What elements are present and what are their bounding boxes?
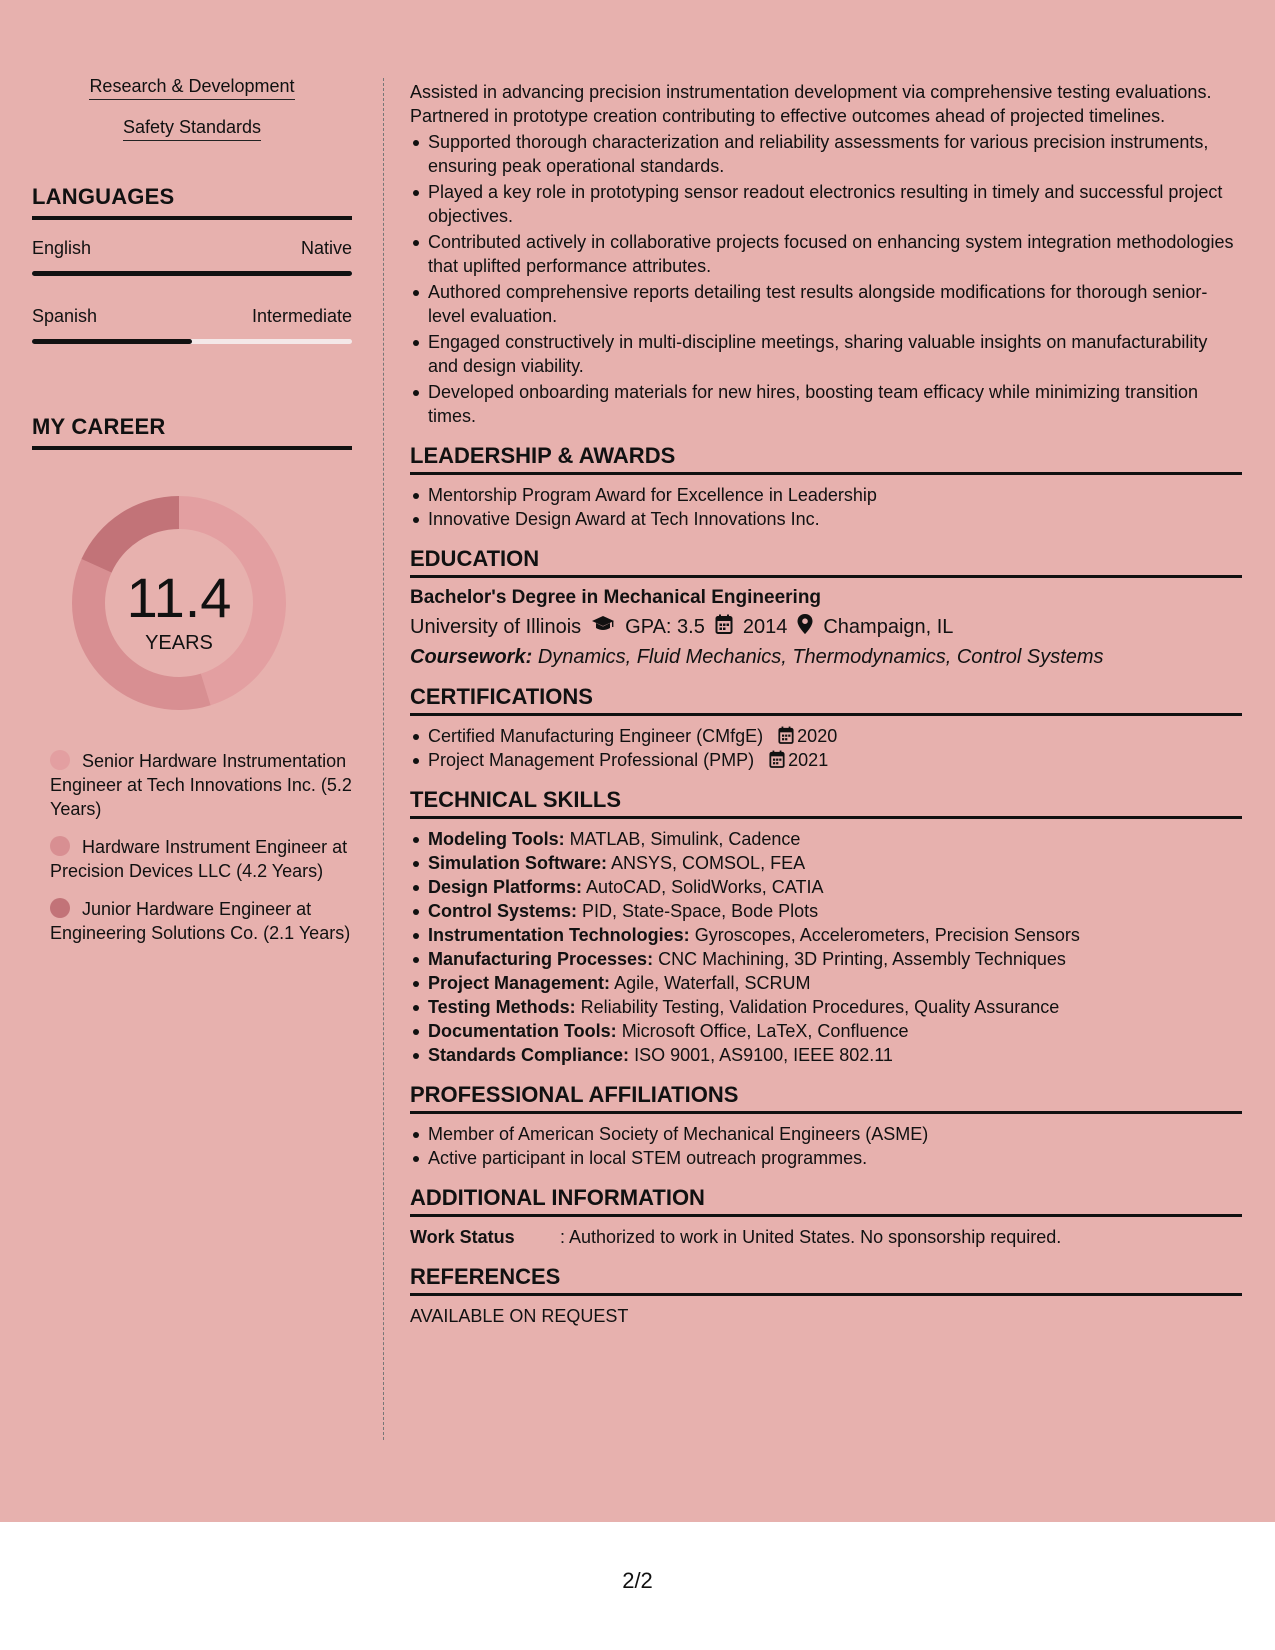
- right-column: [410, 80, 1242, 1328]
- technical-skills-section: [410, 788, 1242, 1067]
- skill-category: Design Platforms:: [428, 877, 583, 897]
- legend-dot: [50, 898, 70, 918]
- skill-values: Reliability Testing, Validation Procedures, Quality Assurance: [580, 997, 1060, 1017]
- skill-label: Safety Standards: [123, 117, 261, 141]
- career-legend-item: [50, 897, 352, 945]
- technical-skills-heading: TECHNICAL SKILLS: [410, 788, 1242, 819]
- leadership-section: [410, 444, 1242, 531]
- skill-category: Project Management:: [428, 973, 611, 993]
- gpa: GPA: 3.5: [625, 616, 705, 638]
- degree-title: Bachelor's Degree in Mechanical Engineering: [410, 587, 822, 608]
- career-donut: [32, 490, 352, 721]
- calendar-icon: [769, 750, 785, 768]
- additional-info-section: [410, 1186, 1242, 1249]
- education-details: [410, 614, 1242, 640]
- skill-values: CNC Machining, 3D Printing, Assembly Techniques: [658, 949, 1066, 969]
- skill-values: AutoCAD, SolidWorks, CATIA: [586, 877, 824, 897]
- skill-item: [410, 971, 1242, 995]
- column-divider: [383, 78, 384, 1440]
- affiliations-heading: PROFESSIONAL AFFILIATIONS: [410, 1083, 1242, 1114]
- skill-category: Documentation Tools:: [428, 1021, 617, 1041]
- certification-year: 2021: [788, 750, 829, 770]
- skill-values: ISO 9001, AS9100, IEEE 802.11: [634, 1045, 893, 1065]
- calendar-icon: [778, 726, 794, 744]
- skill-label: Research & Development: [89, 76, 294, 100]
- experience-bullet: Contributed actively in collaborative projects focused on enhancing system integration methodologies that uplifted performance attributes.: [410, 230, 1242, 278]
- skill-values: MATLAB, Simulink, Cadence: [569, 829, 801, 849]
- skill-values: PID, State-Space, Bode Plots: [582, 901, 819, 921]
- coursework-list: Dynamics, Fluid Mechanics, Thermodynamics, Control Systems: [537, 646, 1104, 668]
- skill-item: [410, 947, 1242, 971]
- certification-year: 2020: [797, 726, 838, 746]
- language-level: Intermediate: [251, 306, 352, 326]
- certification-name: Project Management Professional (PMP): [428, 750, 755, 770]
- skill-item: [410, 875, 1242, 899]
- skill-category: Instrumentation Technologies:: [428, 925, 690, 945]
- references-text: AVAILABLE ON REQUEST: [410, 1306, 629, 1326]
- language-proficiency-bar: [32, 339, 352, 344]
- skill-category: Modeling Tools:: [428, 829, 565, 849]
- skill-link[interactable]: [32, 76, 352, 97]
- affiliation-item: Active participant in local STEM outreach programmes.: [410, 1146, 1242, 1170]
- skill-category: Manufacturing Processes:: [428, 949, 654, 969]
- left-column: [32, 76, 352, 959]
- language-proficiency-bar: [32, 271, 352, 276]
- additional-info-heading: ADDITIONAL INFORMATION: [410, 1186, 1242, 1217]
- experience-bullet: Supported thorough characterization and reliability assessments for various precision instruments, ensuring peak operational standards.: [410, 130, 1242, 178]
- career-legend-label: Senior Hardware Instrumentation Engineer at Tech Innovations Inc. (5.2 Years): [50, 751, 352, 819]
- certifications-section: [410, 685, 1242, 772]
- career-legend-label: Junior Hardware Engineer at Engineering Solutions Co. (2.1 Years): [50, 899, 351, 943]
- skill-item: [410, 851, 1242, 875]
- skill-values: Agile, Waterfall, SCRUM: [614, 973, 811, 993]
- certification-item: [410, 748, 1242, 772]
- career-legend-item: [50, 835, 352, 883]
- education-section: [410, 547, 1242, 669]
- location-pin-icon: [797, 614, 813, 640]
- skill-values: ANSYS, COMSOL, FEA: [611, 853, 806, 873]
- leadership-heading: LEADERSHIP & AWARDS: [410, 444, 1242, 475]
- graduation-year: 2014: [742, 616, 788, 638]
- career-total-years: 11.4: [126, 566, 232, 629]
- skill-item: [410, 995, 1242, 1019]
- career-legend: [32, 749, 352, 945]
- language-item: [32, 238, 352, 276]
- graduation-cap-icon: [591, 615, 615, 639]
- career-legend-label: Hardware Instrument Engineer at Precision Devices LLC (4.2 Years): [50, 837, 348, 881]
- career-heading: MY CAREER: [32, 414, 352, 450]
- skill-link[interactable]: [32, 117, 352, 138]
- affiliations-section: [410, 1083, 1242, 1170]
- skill-category: Standards Compliance:: [428, 1045, 630, 1065]
- language-name: English: [32, 238, 92, 258]
- skill-item: [410, 1043, 1242, 1067]
- experience-bullet: Authored comprehensive reports detailing test results alongside modifications for thorough senior-level evaluation.: [410, 280, 1242, 328]
- experience-bullets: [410, 130, 1242, 428]
- coursework-label: Coursework:: [410, 646, 533, 668]
- experience-summary: Assisted in advancing precision instrumentation development via comprehensive testing evaluations. Partnered in prototype creation contributing to effective outcomes ahead of projected timelines.: [410, 82, 1212, 126]
- work-status-value: : Authorized to work in United States. No sponsorship required.: [560, 1227, 1062, 1247]
- award-item: Innovative Design Award at Tech Innovations Inc.: [410, 507, 1242, 531]
- work-status-row: [410, 1225, 1242, 1249]
- skill-values: Microsoft Office, LaTeX, Confluence: [621, 1021, 909, 1041]
- language-name: Spanish: [32, 306, 98, 326]
- skill-item: [410, 1019, 1242, 1043]
- skill-item: [410, 827, 1242, 851]
- skill-category: Control Systems:: [428, 901, 578, 921]
- award-item: Mentorship Program Award for Excellence in Leadership: [410, 483, 1242, 507]
- skill-item: [410, 899, 1242, 923]
- experience-bullet: Played a key role in prototyping sensor readout electronics resulting in timely and successful project objectives.: [410, 180, 1242, 228]
- skill-category: Simulation Software:: [428, 853, 608, 873]
- language-item: [32, 306, 352, 344]
- skill-item: [410, 923, 1242, 947]
- school-location: Champaign, IL: [823, 616, 954, 638]
- work-status-label: Work Status: [410, 1227, 515, 1247]
- affiliation-item: Member of American Society of Mechanical Engineers (ASME): [410, 1122, 1242, 1146]
- calendar-icon: [715, 614, 733, 640]
- coursework: [410, 645, 1242, 669]
- legend-dot: [50, 836, 70, 856]
- skill-category: Testing Methods:: [428, 997, 576, 1017]
- experience-bullet: Developed onboarding materials for new hires, boosting team efficacy while minimizing transition times.: [410, 380, 1242, 428]
- career-legend-item: [50, 749, 352, 821]
- references-section: [410, 1265, 1242, 1328]
- skill-values: Gyroscopes, Accelerometers, Precision Sensors: [694, 925, 1080, 945]
- school-name: University of Illinois: [410, 616, 582, 638]
- references-heading: REFERENCES: [410, 1265, 1242, 1296]
- languages-heading: LANGUAGES: [32, 184, 352, 220]
- donut-segment: [81, 496, 179, 573]
- education-heading: EDUCATION: [410, 547, 1242, 578]
- career-total-unit: YEARS: [145, 632, 213, 654]
- language-level: Native: [300, 238, 352, 258]
- certification-name: Certified Manufacturing Engineer (CMfgE): [428, 726, 764, 746]
- legend-dot: [50, 750, 70, 770]
- certifications-heading: CERTIFICATIONS: [410, 685, 1242, 716]
- page-number: 2/2: [622, 1568, 653, 1593]
- experience-bullet: Engaged constructively in multi-discipline meetings, sharing valuable insights on manufacturability and design viability.: [410, 330, 1242, 378]
- certification-item: [410, 724, 1242, 748]
